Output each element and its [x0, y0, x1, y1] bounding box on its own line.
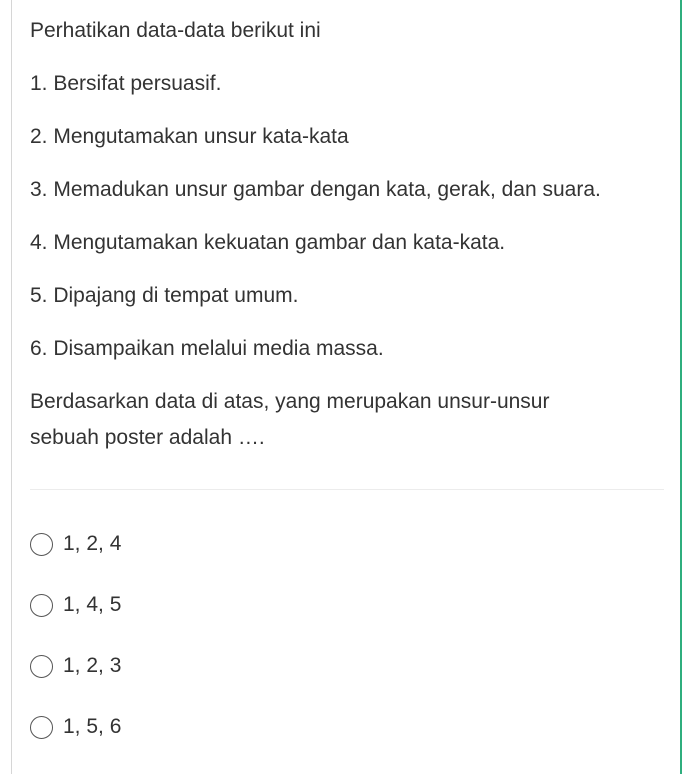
answer-option-3[interactable] — [30, 651, 121, 681]
radio-button-icon[interactable] — [30, 533, 53, 556]
data-item-5: 5. Dipajang di tempat umum. — [30, 284, 299, 307]
radio-button-icon[interactable] — [30, 655, 53, 678]
data-item-6: 6. Disampaikan melalui media massa. — [30, 337, 384, 360]
answer-option-label: 1, 2, 3 — [63, 654, 122, 677]
question-intro: Perhatikan data-data berikut ini — [30, 19, 321, 42]
radio-button-icon[interactable] — [30, 594, 53, 617]
answer-option-label: 1, 5, 6 — [63, 715, 122, 738]
answer-option-4[interactable] — [30, 712, 121, 742]
answer-option-label: 1, 2, 4 — [63, 532, 122, 555]
answer-option-1[interactable] — [30, 529, 121, 559]
question-prompt-line-1: Berdasarkan data di atas, yang merupakan unsur-unsur — [30, 390, 550, 413]
radio-button-icon[interactable] — [30, 716, 53, 739]
divider — [30, 489, 664, 490]
data-item-4: 4. Mengutamakan kekuatan gambar dan kata-kata. — [30, 231, 506, 254]
question-prompt-line-2: sebuah poster adalah …. — [30, 426, 265, 449]
data-item-2: 2. Mengutamakan unsur kata-kata — [30, 125, 349, 148]
data-item-3: 3. Memadukan unsur gambar dengan kata, gerak, dan suara. — [30, 178, 601, 201]
answer-option-2[interactable] — [30, 590, 121, 620]
answer-option-label: 1, 4, 5 — [63, 593, 122, 616]
data-item-1: 1. Bersifat persuasif. — [30, 72, 222, 95]
